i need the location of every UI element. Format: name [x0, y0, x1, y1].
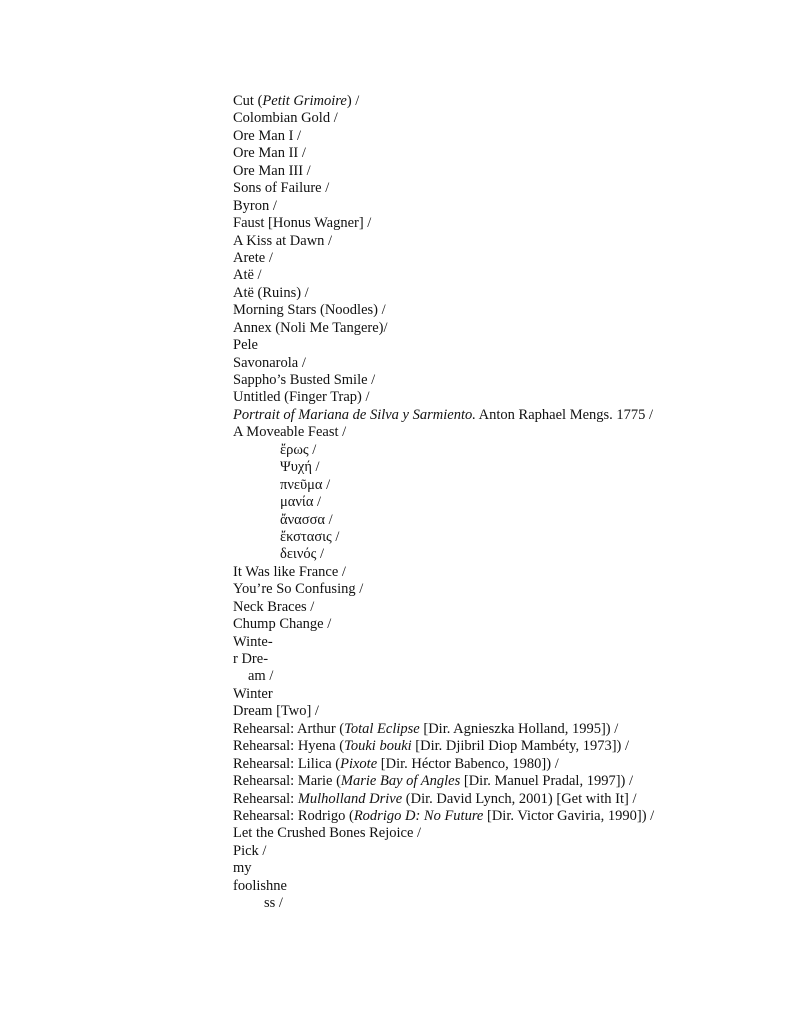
toc-line: Atë /	[233, 267, 262, 284]
toc-line: my	[233, 860, 252, 877]
toc-line: Let the Crushed Bones Rejoice /	[233, 825, 422, 842]
toc-line: Annex (Noli Me Tangere)/	[233, 319, 388, 336]
toc-line: Pick /	[233, 842, 267, 859]
toc-line-greek: ἔρως /	[280, 441, 317, 458]
toc-line: Arete /	[233, 249, 273, 266]
toc-line: A Kiss at Dawn /	[233, 232, 333, 249]
toc-line: Cut (Petit Grimoire) /	[233, 93, 360, 109]
toc-line-greek: ἔκστασις /	[280, 528, 340, 545]
toc-line: Neck Braces /	[233, 598, 315, 615]
toc-line-greek: Ψυχή /	[280, 459, 320, 476]
toc-line-indented: ss /	[264, 895, 283, 912]
toc-line: A Moveable Feast /	[233, 424, 347, 441]
toc-line-indented: am /	[248, 668, 274, 685]
toc-line: Winte-	[233, 633, 273, 650]
toc-line: Dream [Two] /	[233, 703, 319, 720]
toc-line: Morning Stars (Noodles) /	[233, 302, 386, 319]
toc-line: Savonarola /	[233, 354, 306, 371]
toc-line: Ore Man I /	[233, 127, 302, 144]
toc-line: Pele	[233, 337, 258, 354]
toc-line: Portrait of Mariana de Silva y Sarmiento. Anton Raphael Mengs. 1775 /	[233, 406, 654, 423]
toc-line: Rehearsal: Mulholland Drive (Dir. David Lynch, 2001) [Get with It] /	[233, 790, 637, 807]
toc-line: Sons of Failure /	[233, 180, 330, 197]
toc-line: Untitled (Finger Trap) /	[233, 389, 370, 406]
toc-line: Rehearsal: Arthur (Total Eclipse [Dir. Agnieszka Holland, 1995]) /	[233, 720, 619, 737]
toc-line: Sappho’s Busted Smile /	[233, 372, 376, 388]
toc-line: Byron /	[233, 197, 277, 214]
toc-line: Atë (Ruins) /	[233, 284, 309, 301]
toc-line-greek: πνεῦμα /	[280, 476, 331, 493]
toc-line: Rehearsal: Hyena (Touki bouki [Dir. Djibril Diop Mambéty, 1973]) /	[233, 738, 630, 755]
toc-line: Faust [Honus Wagner] /	[233, 215, 372, 232]
toc-line: Rehearsal: Lilica (Pixote [Dir. Héctor Babenco, 1980]) /	[233, 755, 559, 772]
toc-line: foolishne	[233, 877, 287, 894]
toc-line: It Was like France /	[233, 563, 346, 580]
toc-line: You’re So Confusing /	[233, 581, 364, 598]
toc-line: Rehearsal: Marie (Marie Bay of Angles [Dir. Manuel Pradal, 1997]) /	[233, 773, 634, 790]
toc-line: Chump Change /	[233, 616, 332, 633]
toc-line: r Dre-	[233, 651, 269, 667]
toc-line-greek: μανία /	[280, 494, 322, 511]
toc-line: Rehearsal: Rodrigo (Rodrigo D: No Future [Dir. Victor Gaviria, 1990]) /	[233, 807, 655, 824]
toc-line: Colombian Gold /	[233, 110, 338, 127]
toc-line: Ore Man II /	[233, 145, 306, 162]
toc-line: Ore Man III /	[233, 162, 311, 179]
toc-line-greek: δεινός /	[280, 546, 325, 563]
table-of-contents	[233, 93, 773, 913]
toc-line: Winter	[233, 685, 273, 702]
toc-line-greek: ἄνασσα /	[280, 511, 333, 528]
